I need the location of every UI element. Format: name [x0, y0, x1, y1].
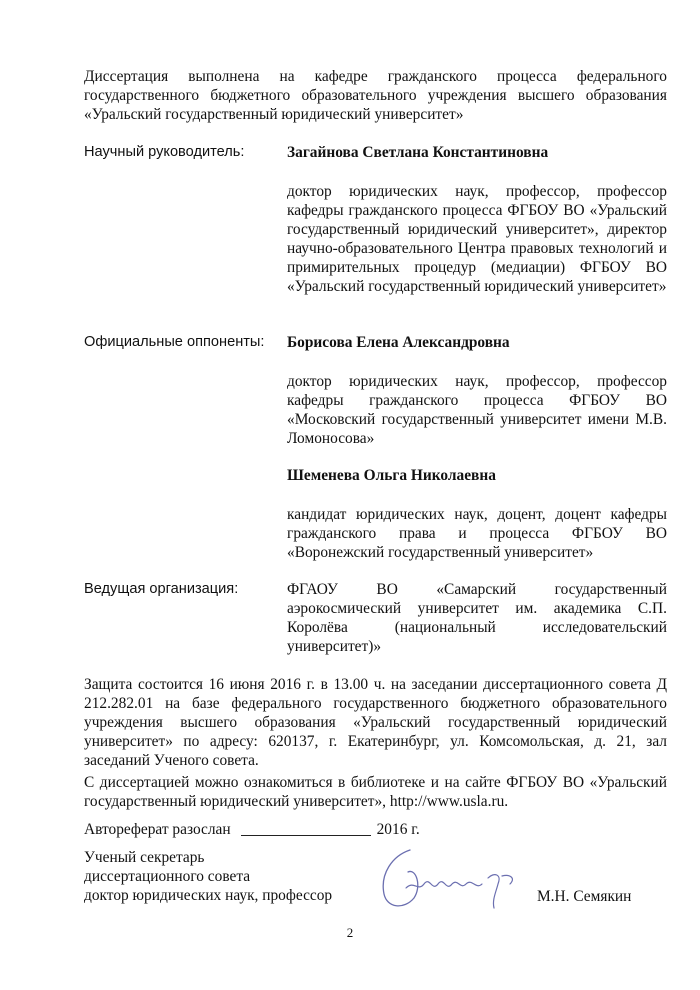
- secretary-line-2: диссертационного совета: [84, 868, 251, 885]
- secretary-line-1: Ученый секретарь: [84, 849, 205, 866]
- abstract-sent-label: Автореферат разослан: [84, 821, 231, 838]
- secretary-line-3: доктор юридических наук, профессор: [84, 887, 333, 904]
- supervisor-label: Научный руководитель:: [84, 144, 245, 160]
- supervisor-name: Загайнова Светлана Константиновна: [287, 144, 549, 161]
- page-number: 2: [346, 925, 354, 940]
- supervisor-description: доктор юридических наук, профессор, профессор кафедры гражданского процесса ФГБОУ ВО «Уральский государственный юридический университет», директор научно-образовательного Центра правовых технологий и примирительных процедур (медиации) ФГБОУ ВО «Уральский государственный юридический университет»: [287, 183, 667, 295]
- date-blank-line: [241, 821, 371, 836]
- leading-org-description: ФГАОУ ВО «Самарский государственный аэрокосмический университет им. академика С.П. Королёва (национальный исследовательский университет)»: [287, 581, 667, 655]
- library-paragraph: С диссертацией можно ознакомиться в библиотеке и на сайте ФГБОУ ВО «Уральский государственный юридический университет», http://www.usla.ru.: [84, 774, 667, 810]
- opponent-1-name: Борисова Елена Александровна: [287, 334, 510, 351]
- leading-org-label: Ведущая организация:: [84, 581, 239, 597]
- opponents-label: Официальные оппоненты:: [84, 334, 265, 350]
- defense-paragraph: Защита состоится 16 июня 2016 г. в 13.00 ч. на заседании диссертационного совета Д 212.282.01 на базе федерального государственного бюджетного образовательного учреждения высшего образования «Уральский государственный юридический университет» по адресу: 620137, г. Екатеринбург, ул. Комсомольская, д. 21, зал заседаний Ученого совета.: [84, 676, 667, 769]
- abstract-sent-year: 2016 г.: [376, 821, 420, 838]
- secretary-block: [84, 848, 332, 905]
- secretary-name: М.Н. Семякин: [537, 888, 632, 905]
- abstract-sent-line: [84, 820, 420, 839]
- intro-paragraph: Диссертация выполнена на кафедре гражданского процесса федерального государственного бюджетного образовательного учреждения высшего образования «Уральский государственный юридический университет»: [84, 68, 667, 123]
- opponent-1-description: доктор юридических наук, профессор, профессор кафедры гражданского процесса ФГБОУ ВО «Московский государственный университет имени М.В. Ломоносова»: [287, 373, 667, 447]
- opponent-2-description: кандидат юридических наук, доцент, доцент кафедры гражданского права и процесса ФГБОУ ВО «Воронежский государственный университет»: [287, 506, 667, 561]
- opponent-2-name: Шеменева Ольга Николаевна: [287, 467, 496, 484]
- handwritten-signature: [370, 838, 530, 918]
